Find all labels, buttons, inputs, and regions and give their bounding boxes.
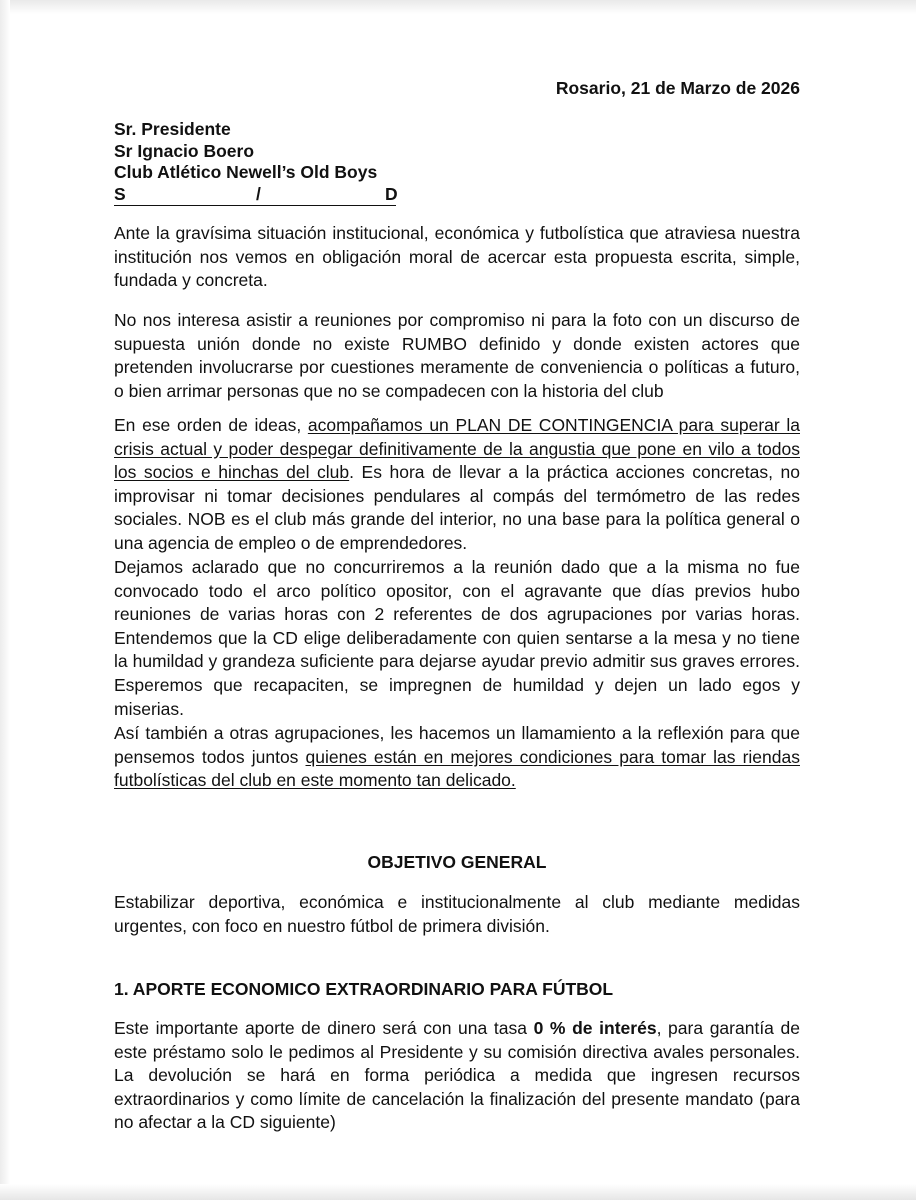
letter-date: Rosario, 21 de Marzo de 2026: [555, 78, 800, 98]
objective-text: Estabilizar deportiva, económica e institucionalmente al club mediante medidas urgentes, con foco en nuestro fútbol de primera división.: [114, 892, 800, 936]
plan-underlined: acompañamos un PLAN DE CONTINGENCIA para superar la crisis actual y poder despegar definitivamente de la angustia que pone en vilo a todos los socios e hinchas del club: [114, 415, 800, 483]
addressee-block: [114, 119, 800, 211]
plan-rest: . Es hora de llevar a la práctica acciones concretas, no improvisar ni tomar decisiones pendulares al compás del termómetro de las redes sociales. NOB es el club más grande del interior, no una base para la política general o una agencia de empleo o de emprendedores.: [114, 462, 800, 553]
paragraph-intro: Ante la gravísima situación institucional, económica y futbolística que atraviesa nuestra institución nos vemos en obligación moral de acercar esta propuesta escrita, simple, fundada y concreta.: [114, 223, 800, 291]
plan-lead: En ese orden de ideas,: [114, 415, 308, 435]
section1-text: [114, 1017, 800, 1135]
page-edge-top: [0, 0, 916, 14]
sd-d: D: [385, 183, 398, 204]
sd-s: S: [114, 183, 126, 204]
sd-slash: /: [256, 183, 261, 204]
page-edge-left: [0, 0, 10, 1200]
objective-heading: OBJETIVO GENERAL: [367, 852, 547, 872]
llamamiento-lead: Así también a otras agrupaciones, les hacemos un llamamiento a la reflexión para que pensemos todos juntos: [114, 723, 800, 767]
paragraph-no-reuniones: No nos interesa asistir a reuniones por compromiso ni para la foto con un discurso de supuesta unión donde no existe RUMBO definido y donde existen actores que pretenden involucrarse por cuestiones meramente de conveniencia o políticas a futuro, o bien arrimar personas que no se compadecen con la historia del club: [114, 310, 800, 401]
section1-rest: , para garantía de este préstamo solo le pedimos al Presidente y su comisión directiva avales personales. La devolución se hará en forma periódica a medida que ingresen recursos extraordinarios y como límite de cancelación la finalización del presente mandato (para no afectar a la CD siguiente): [114, 1018, 800, 1133]
paragraph-no-concurriremos: Dejamos aclarado que no concurriremos a la reunión dado que a la misma no fue convocado todo el arco político opositor, con el agravante que días previos hubo reuniones de varias horas con 2 referentes de dos agrupaciones por varias horas. Entendemos que la CD elige deliberadamente con quien sentarse a la mesa y no tiene la humildad y grandeza suficiente para dejarse ayudar previo admitir sus graves errores. Esperemos que recapaciten, se impregnen de humildad y dejen un lado egos y miserias.: [114, 557, 800, 719]
section1-bold-rate: 0 % de interés: [533, 1018, 657, 1038]
addressee-title: Sr. Presidente: [114, 119, 231, 139]
addressee-club: Club Atlético Newell’s Old Boys: [114, 162, 378, 182]
salutation-sd: [114, 184, 800, 212]
sd-underline: [114, 184, 396, 206]
section1-heading: 1. APORTE ECONOMICO EXTRAORDINARIO PARA FÚTBOL: [114, 979, 614, 999]
addressee-name: Sr Ignacio Boero: [114, 140, 255, 161]
page-edge-bottom: [0, 1184, 916, 1200]
section1-lead: Este importante aporte de dinero será con una tasa: [114, 1018, 534, 1038]
llamamiento-underlined: quienes están en mejores condiciones para tomar las riendas futbolísticas del club en este momento tan delicado.: [114, 746, 800, 791]
paragraph-llamamiento: [114, 722, 800, 793]
paragraph-plan-contingencia: [114, 414, 800, 556]
